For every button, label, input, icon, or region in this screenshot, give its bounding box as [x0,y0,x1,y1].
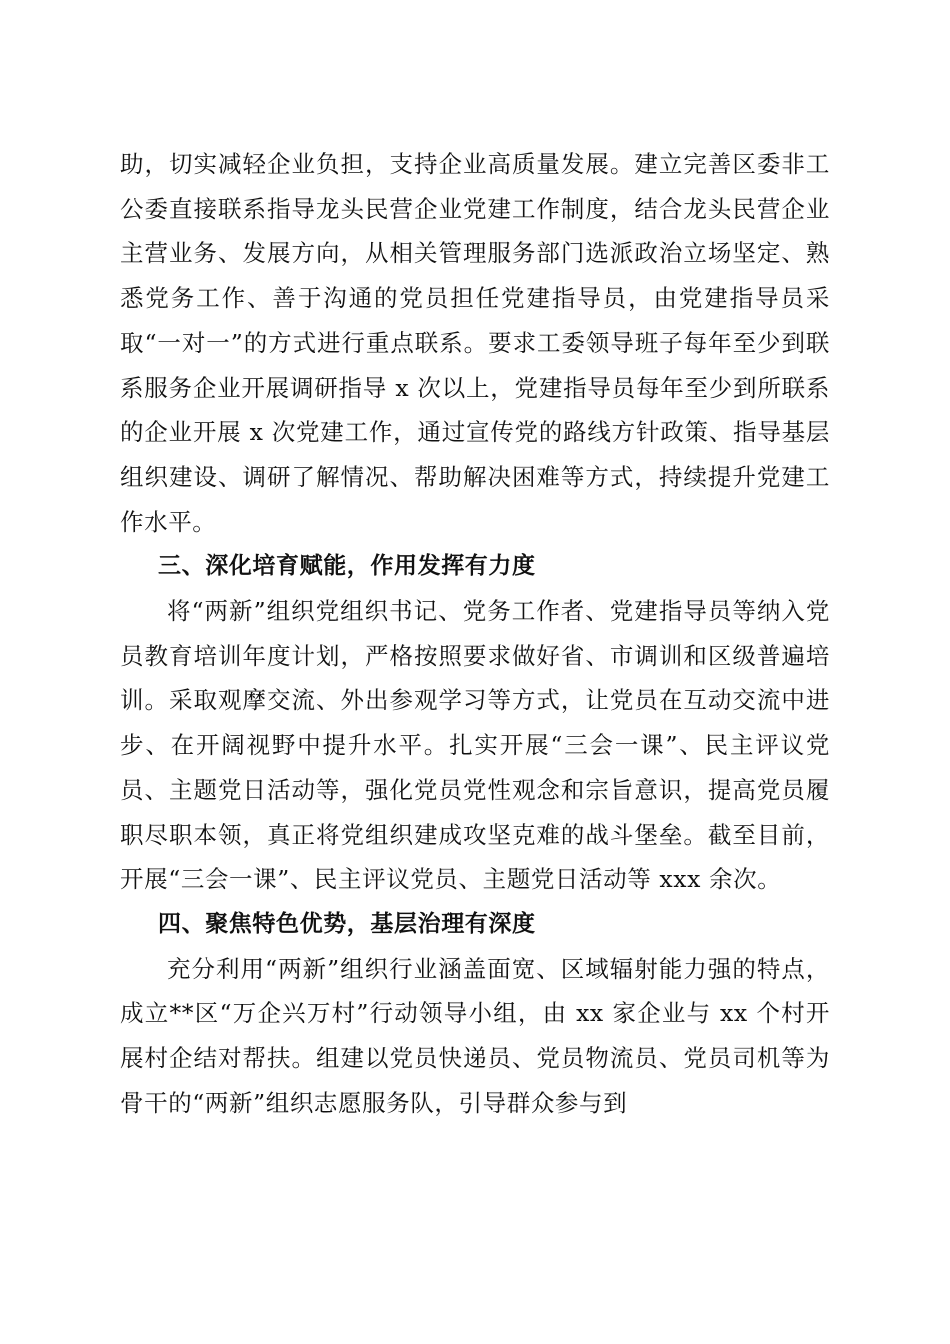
section-3-body: 将“两新”组织党组织书记、党务工作者、党建指导员等纳入党员教育培训年度计划，严格按照要求做好省、市调训和区级普遍培训。采取观摩交流、外出参观学习等方式，让党员在互动交流中进步、在开阔视野中提升水平。扎实开展“三会一课”、民主评议党员、主题党日活动等，强化党员党性观念和宗旨意识，提高党员履职尽职本领，真正将党组织建成攻坚克难的战斗堡垒。截至目前，开展“三会一课”、民主评议党员、主题党日活动等 xxx 余次。 [120,597,830,894]
section-4-heading: 四、聚焦特色优势，基层治理有深度 [158,910,536,937]
document-body [120,142,830,1125]
paragraph-continuation: 助，切实减轻企业负担，支持企业高质量发展。建立完善区委非工公委直接联系指导龙头民营企业党建工作制度，结合龙头民营企业主营业务、发展方向，从相关管理服务部门选派政治立场坚定、熟悉党务工作、善于沟通的党员担任党建指导员，由党建指导员采取“一对一”的方式进行重点联系。要求工委领导班子每年至少到联系服务企业开展调研指导 x 次以上，党建指导员每年至少到所联系的企业开展 x 次党建工作，通过宣传党的路线方针政策、指导基层组织建设、调研了解情况、帮助解决困难等方式，持续提升党建工作水平。 [120,150,830,536]
section-3-heading: 三、深化培育赋能，作用发挥有力度 [158,553,536,580]
section-4-body: 充分利用“两新”组织行业涵盖面宽、区域辐射能力强的特点，成立**区“万企兴万村”行动领导小组，由 xx 家企业与 xx 个村开展村企结对帮扶。组建以党员快递员、党员物流员、党员司机等为骨干的“两新”组织志愿服务队，引导群众参与到 [120,954,830,1117]
